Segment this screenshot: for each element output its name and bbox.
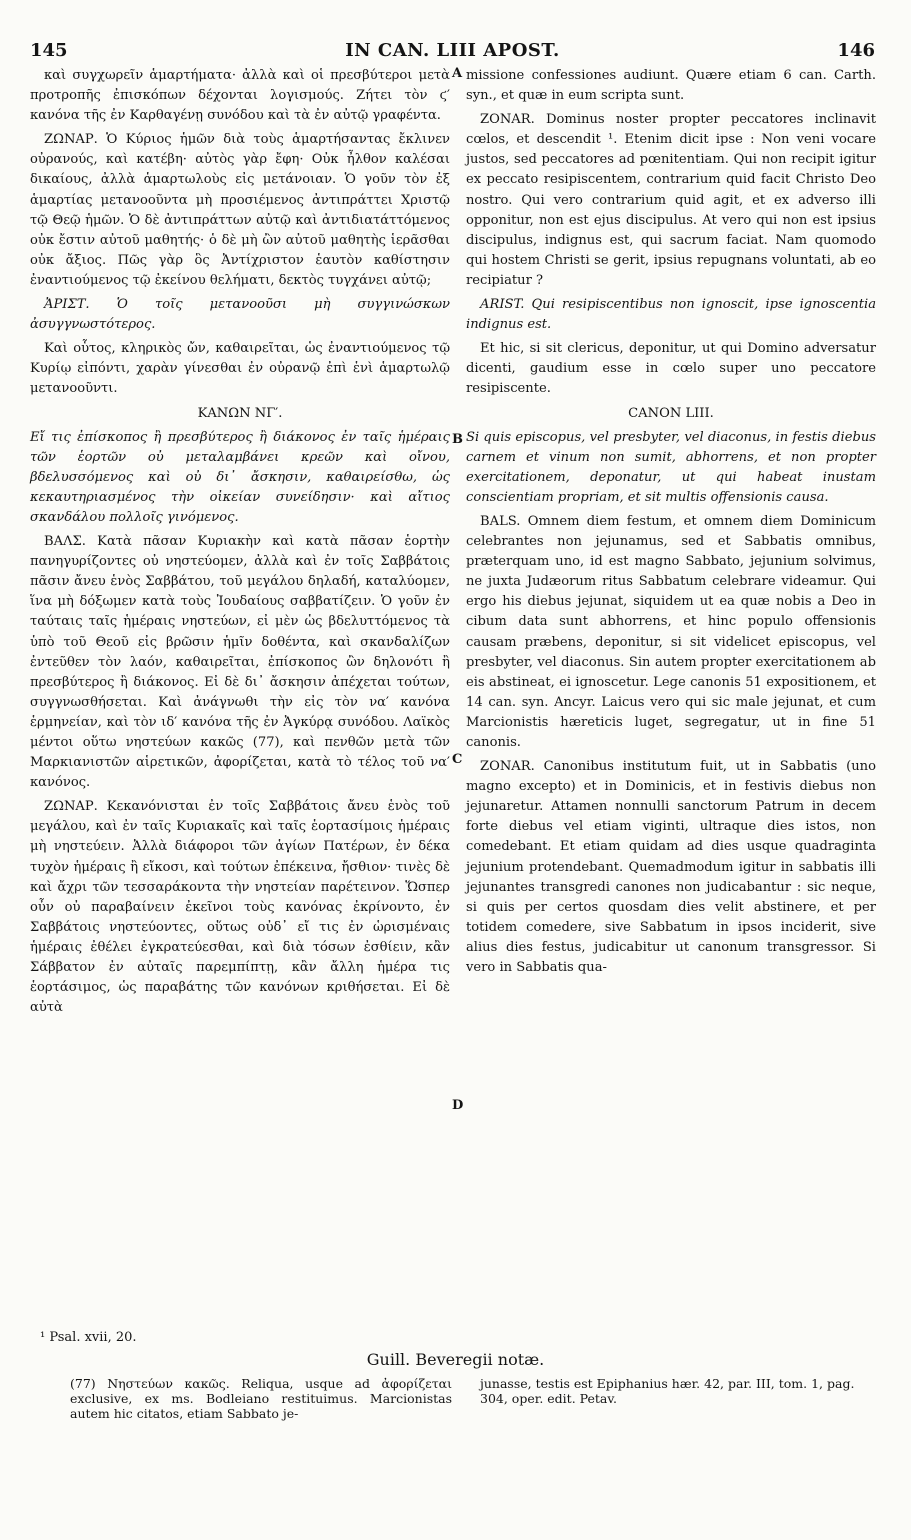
latin-canon-text: Si quis episcopus, vel presbyter, vel diaconus, in festis diebus carnem et vinum non sumit, abhorrens, et non propter exercitationem, deponatur, ut qui habeat inustam conscientiam propriam, et sit multis offensionis causa. xyxy=(466,429,876,505)
latin-canon-heading: CANON LIII. xyxy=(628,405,714,421)
greek-para-4: Καὶ οὗτος, κληρικὸς ὤν, καθαιρεῖται, ὡς ἐναντιούμενος τῷ Κυρίῳ εἰπόντι, χαρὰν γίνεσθαι ἐν οὐρανῷ ἐπὶ ἑνὶ ἁμαρτωλῷ μετανοοῦντι. xyxy=(30,341,450,397)
right-page-number: 146 xyxy=(837,40,875,61)
latin-column xyxy=(466,66,876,982)
margin-letter-c: C xyxy=(452,752,463,767)
latin-para-1: missione confessiones audiunt. Quære etiam 6 can. Carth. syn., et quæ in eum scripta sunt. xyxy=(466,68,876,104)
latin-aristenus: ARIST. Qui resipiscentibus non ignoscit, ipse ignoscentia indignus est. xyxy=(466,297,876,333)
latin-para-4: Et hic, si sit clericus, deponitur, ut qui Domino adversatur dicenti, gaudium esse in cœlo super uno peccatore resipiscente. xyxy=(466,341,876,397)
greek-column xyxy=(30,66,450,1022)
margin-letter-d: D xyxy=(452,1098,464,1113)
latin-zonaras-1: ZONAR. Dominus noster propter peccatores inclinavit cœlos, et descendit ¹. Etenim dicit ipse : Non veni vocare justos, sed peccatores ad pœnitentiam. Qui non recipit igitur ex peccato resipiscentem, contrarium quid facit Christo Deo nostro. Qui vero contrarium quid agit, et ex adverso illi opponitur, non est ejus discipulus. At vero qui non est ipsius discipulus, indignus est, qui sacrum faciat. Nam quomodo qui hostem Christi se gerit, ipsius repugnans voluntati, ab eo recipiatur ? xyxy=(466,112,876,288)
notes-title: Guill. Beveregii notæ. xyxy=(366,1350,545,1369)
greek-balsamon: ΒΑΛΣ. Κατὰ πᾶσαν Κυριακὴν καὶ κατὰ πᾶσαν ἑορτὴν πανηγυρίζοντες οὐ νηστεύομεν, ἀλλὰ καὶ ἐν τοῖς Σαββάτοις πᾶσιν ἄνευ ἑνὸς Σαββάτου, τοῦ μεγάλου δηλαδή, καταλύομεν, ἵνα μὴ δόξωμεν κατὰ τοὺς Ἰουδαίους σαββατίζειν. Ὁ γοῦν ἐν ταύταις ταῖς ἡμέραις νηστεύων, εἰ μὲν ὡς βδελυττόμενος τὰ ὑπὸ τοῦ Θεοῦ εἰς βρῶσιν ἡμῖν δοθέντα, καὶ σκανδαλίζων ἐντεῦθεν τὸν λαόν, καθαιρεῖται, ἐπίσκοπος ὢν δηλονότι ἢ πρεσβύτερος ἢ διάκονος. Εἰ δὲ δι᾽ ἄσκησιν ἀπέχεται τούτων, συγγνωσθήσεται. Καὶ ἀνάγνωθι τὴν εἰς τὸν να′ κανόνα ἑρμηνείαν, καὶ τὸν ιδ′ κανόνα τῆς ἐν Ἀγκύρᾳ συνόδου. Λαϊκὸς μέντοι οὕτω νηστεύων κακῶς (77), καὶ πενθῶν μετὰ τῶν Μαρκιανιστῶν αἱρετικῶν, ἀφορίζεται, κατὰ τὸ τέλος τοῦ να′ κανόνος. xyxy=(30,534,450,791)
greek-canon-text: Εἴ τις ἐπίσκοπος ἢ πρεσβύτερος ἢ διάκονος ἐν ταῖς ἡμέραις τῶν ἑορτῶν οὐ μεταλαμβάνει κρεῶν καὶ οἴνου, βδελυσσόμενος καὶ οὐ δι᾽ ἄσκησιν, καθαιρείσθω, ὡς κεκαυτηριασμένος τὴν οἰκείαν συνείδησιν· καὶ αἴτιος σκανδάλου πολλοῖς γινόμενος. xyxy=(30,429,450,525)
margin-letter-a: A xyxy=(452,66,463,81)
latin-balsamon: BALS. Omnem diem festum, et omnem diem Dominicum celebrantes non jejunamus, sed et Sabbatis omnibus, præterquam uno, id est magno Sabbato, jejunium solvimus, ne juxta Judæorum ritus Sabbatum celebrare videamur. Qui ergo his diebus jejunat, siquidem ut ea quæ nobis a Deo in cibum data sunt abhorrens, et hinc populo offensionis causam præbens, deponitur, si sit videlicet episcopus, vel presbyter, vel diaconus. Sin autem propter exercitationem ab eis abstineat, ei ignoscetur. Lege canonis 51 expositionem, et 14 can. syn. Ancyr. Laicus vero qui sic male jejunat, et cum Marcionistis hæreticis luget, segregatur, ut in fine 51 canonis. xyxy=(466,513,876,750)
left-page-number: 145 xyxy=(30,40,68,61)
footnote: ¹ Psal. xvii, 20. xyxy=(40,1330,137,1345)
greek-zonaras-2: ΖΩΝΑΡ. Κεκανόνισται ἐν τοῖς Σαββάτοις ἄνευ ἑνὸς τοῦ μεγάλου, καὶ ἐν ταῖς Κυριακαῖς καὶ ταῖς ἑορτασίμοις ἡμέραις μὴ νηστεύειν. Ἀλλὰ διάφοροι τῶν ἁγίων Πατέρων, ἐν δέκα τυχὸν ἡμέραις ἢ εἴκοσι, καὶ τούτων ἐπέκεινα, ἤσθιον· τινὲς δὲ καὶ ἄχρι τῶν τεσσαράκοντα τὴν νηστείαν παρέτεινον. Ὥσπερ οὖν οὐ παραβαίνειν ἐκεῖνοι τοὺς κανόνας ἐκρίνοντο, ἐν Σαββάτοις νηστεύοντες, οὕτως οὐδ᾽ εἴ τις ἐν ὡρισμέναις ἡμέραις ἐθέλει ἐγκρατεύεσθαι, καὶ διὰ τόσων ἐσθίειν, κἂν Σάββατον ἐν αὐταῖς παρεμπίπτῃ, κἂν ἄλλη ἡμέρα τις ἑορτάσιμος, ὡς παραβάτης τῶν κανόνων κριθήσεται. Εἰ δὲ αὐτὰ xyxy=(30,799,450,1016)
latin-zonaras-2: ZONAR. Canonibus institutum fuit, ut in Sabbatis (uno magno excepto) et in Dominicis, et in festivis diebus non jejunaretur. Attamen nonnulli sanctorum Patrum in decem forte diebus vel etiam viginti, ultraque dies istos, non comedebant. Et etiam quidam ad dies usque quadraginta jejunium protendebant. Quemadmodum igitur in sabbatis illi jejunantes transgredi canones non judicabantur : sic neque, si quis per certos quosdam dies velit abstinere, et per totidem comedere, sive Sabbatum in ipsos inciderit, sive alius dies festus, judicabitur ut canonum transgressor. Si vero in Sabbatis qua- xyxy=(466,759,876,976)
page-header xyxy=(30,40,875,66)
greek-para-1: καὶ συγχωρεῖν ἁμαρτήματα· ἀλλὰ καὶ οἱ πρεσβύτεροι μετὰ προτροπῆς ἐπισκόπων δέχονται λογισμούς. Ζήτει τὸν ϛ′ κανόνα τῆς ἐν Καρθαγένῃ συνόδου καὶ τὰ ἐν αὐτῷ γραφέντα. xyxy=(30,68,450,124)
greek-zonaras-1: ΖΩΝΑΡ. Ὁ Κύριος ἡμῶν διὰ τοὺς ἁμαρτήσαντας ἔκλινεν οὐρανούς, καὶ κατέβη· αὐτὸς γὰρ ἔφη· Οὐκ ἦλθον καλέσαι δικαίους, ἀλλὰ ἁμαρτωλοὺς εἰς μετάνοιαν. Ὁ γοῦν τὸν ἐξ ἁμαρτίας μετανοοῦντα μὴ προσιέμενος ἀντιπράττει Χριστῷ τῷ Θεῷ ἡμῶν. Ὁ δὲ ἀντιπράττων αὐτῷ καὶ ἀντιδιατάττόμενος οὐκ ἔστιν αὐτοῦ μαθητής· ὁ δὲ μὴ ὢν αὐτοῦ μαθητὴς ἱερᾶσθαι οὐκ ἄξιος. Πῶς γὰρ ὃς Ἀντίχριστον ἑαυτὸν καθίστησιν ἐναντιούμενος τῷ ἐκείνου θελήματι, δεκτὸς τυγχάνει αὐτῷ; xyxy=(30,132,450,288)
greek-canon-heading: ΚΑΝΩΝ ΝΓ′. xyxy=(197,405,283,421)
margin-letter-b: B xyxy=(452,432,463,447)
greek-aristenus: ἈΡΙΣΤ. Ὁ τοῖς μετανοοῦσι μὴ συγγινώσκων ἀσυγγνωστότερος. xyxy=(30,297,450,333)
notes-left: (77) Νηστεύων κακῶς. Reliqua, usque ad ἀφορίζεται exclusive, ex ms. Bodleiano restituimus. Marcionistas autem hic citatos, etiam Sabbato je- xyxy=(70,1376,452,1421)
running-title: IN CAN. LIII APOST. xyxy=(345,40,560,61)
notes-right: junasse, testis est Epiphanius hær. 42, par. III, tom. 1, pag. 304, oper. edit. Petav. xyxy=(480,1376,855,1406)
